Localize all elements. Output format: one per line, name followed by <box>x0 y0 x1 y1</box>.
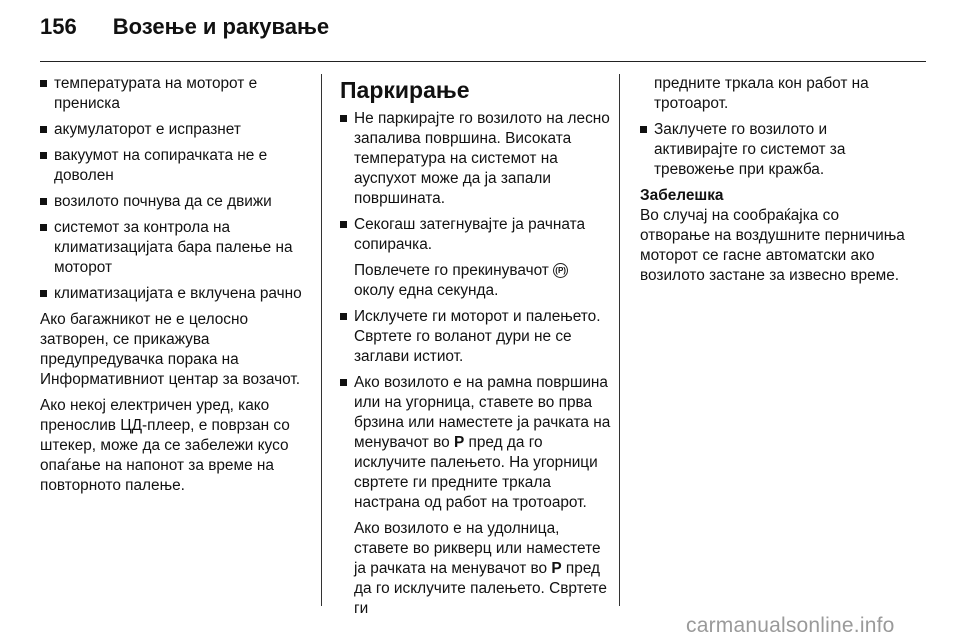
bullet-icon <box>340 313 347 320</box>
bullet-icon <box>340 221 347 228</box>
list-item: Исклучете ги моторот и палењето. Свртете го воланот дури не се заглави истиот. <box>340 307 612 367</box>
note-title: Забелешка <box>640 187 724 204</box>
list-item: системот за контрола на климатизацијата бара палење на моторот <box>40 218 302 278</box>
list-item: вакуумот на сопирачката не е доволен <box>40 146 302 186</box>
section-title: Паркирање <box>340 77 470 103</box>
list-item: температурата на моторот е прениска <box>40 74 302 114</box>
bullet-icon <box>640 126 647 133</box>
page-number: 156 <box>40 14 77 39</box>
parking-list-end <box>640 120 912 180</box>
note-text: Во случај на сообраќајка со отворање на воздушните перничиња моторот се гасне автоматски ако возилото застане за извесно време. <box>640 207 905 284</box>
bullet-icon <box>40 126 47 133</box>
bullet-icon <box>340 379 347 386</box>
column-divider-1 <box>321 74 322 606</box>
bullet-icon <box>40 224 47 231</box>
list-item: Не паркирајте го возилото на лесно запалива површина. Високата температура на системот на ауспухот може да ја запали површината. <box>340 109 612 209</box>
parking-list-cont <box>340 307 612 513</box>
list-item: акумулаторот е испразнет <box>40 120 302 140</box>
page-header <box>40 14 329 54</box>
sub-paragraph-handbrake: Повлечете го прекинувачот (P) околу една секунда. <box>340 261 612 301</box>
sub-paragraph-downhill: Ако возилото е на удолница, ставете во рикверц или наместете ја рачката на менувачот во P пред да го исклучите палењето. Свртете ги <box>354 520 607 617</box>
list-item: климатизацијата е вклучена рачно <box>40 284 302 304</box>
column-2 <box>340 74 612 625</box>
parking-brake-icon: (P) <box>553 263 568 278</box>
continued-text: предните тркала кон работ на тротоарот. <box>654 75 869 112</box>
list-item: Ако возилото е на рамна површина или на угорница, ставете во прва брзина или наместете ја рачката на менувачот во P пред да го исклучите палењето. На угорници свртете ги предните тркала настрана од работ на тротоарот. <box>340 373 612 513</box>
paragraph-voltage-drop: Ако некој електричен уред, како пренослив ЦД-плеер, е поврзан со штекер, може да се забележи кусо опаѓање на напонот за време на повторното палење. <box>40 397 290 494</box>
paragraph-trunk-warning: Ако багажникот не е целосно затворен, се прикажува предупредувачка порака на Информативниот центар за возачот. <box>40 311 301 388</box>
bullet-icon <box>40 152 47 159</box>
list-item: Заклучете го возилото и активирајте го системот за тревожење при кражба. <box>640 120 912 180</box>
parking-list <box>340 109 612 255</box>
page-title: Возење и ракување <box>112 14 330 39</box>
condition-list <box>40 74 302 304</box>
header-rule <box>40 61 926 62</box>
bullet-icon <box>40 198 47 205</box>
watermark: carmanualsonline.info <box>686 614 895 637</box>
column-divider-2 <box>619 74 620 606</box>
bullet-icon <box>40 290 47 297</box>
gear-key: P <box>453 434 465 451</box>
gear-key: P <box>551 560 562 577</box>
column-1 <box>40 74 302 502</box>
list-item: возилото почнува да се движи <box>40 192 302 212</box>
bullet-icon <box>40 80 47 87</box>
bullet-icon <box>340 115 347 122</box>
list-item: Секогаш затегнувајте ја рачната сопирачка. <box>340 215 612 255</box>
column-3 <box>640 74 912 292</box>
